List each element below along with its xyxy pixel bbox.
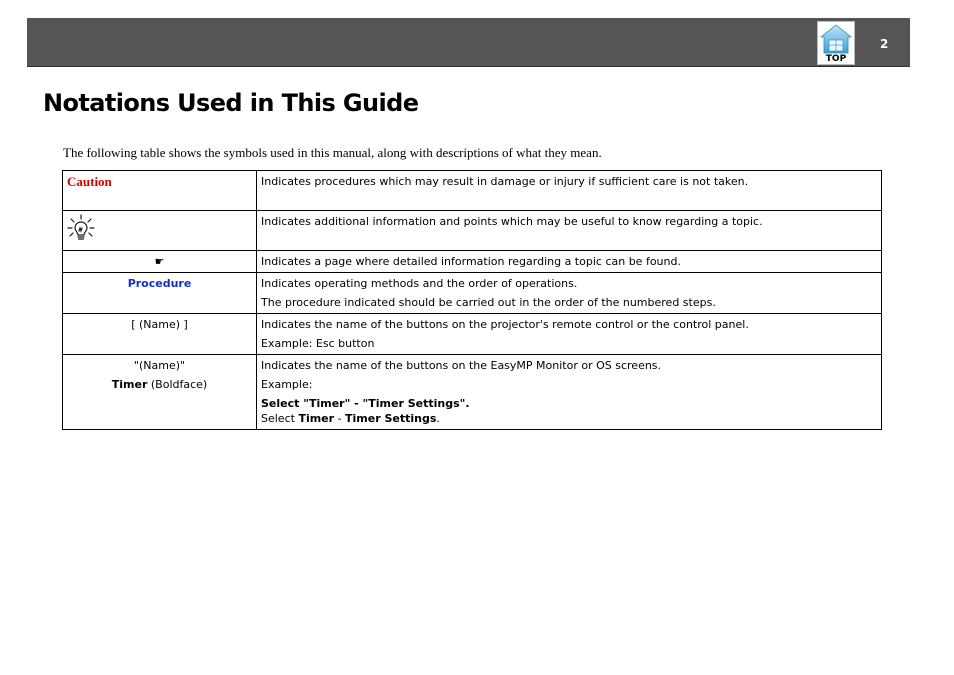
lightbulb-tip-icon <box>67 214 97 242</box>
page-number: 2 <box>880 37 889 51</box>
notation-table <box>62 170 882 430</box>
symbol-cell <box>63 251 257 273</box>
caution-label: Caution <box>67 174 112 189</box>
description-cell <box>257 251 882 273</box>
page-title: Notations Used in This Guide <box>43 89 419 117</box>
boldface-sample: Timer <box>111 378 148 391</box>
symbol-cell <box>63 355 257 430</box>
table-row <box>63 355 882 430</box>
top-button[interactable] <box>817 21 855 65</box>
reference-description: Indicates a page where detailed information regarding a topic can be found. <box>261 255 681 268</box>
top-button-label: TOP <box>825 54 847 64</box>
boldface-label <box>67 377 252 392</box>
procedure-description-2: The procedure indicated should be carried out in the order of the numbered steps. <box>261 296 716 309</box>
bracket-name-description: Indicates the name of the buttons on the projector's remote control or the control panel. <box>261 318 749 331</box>
description-cell <box>257 355 882 430</box>
bracket-name-label: [ (Name) ] <box>131 318 188 331</box>
quote-name-description: Indicates the name of the buttons on the EasyMP Monitor or OS screens. <box>261 359 662 372</box>
table-row <box>63 211 882 251</box>
tip-description: Indicates additional information and points which may be useful to know regarding a topic. <box>261 215 763 228</box>
description-cell <box>257 171 882 211</box>
bracket-name-example: Example: Esc button <box>261 337 375 350</box>
quote-name-label: "(Name)" <box>133 359 186 372</box>
symbol-cell <box>63 171 257 211</box>
table-row <box>63 171 882 211</box>
description-cell <box>257 314 882 355</box>
example-bold-settings: Timer Settings <box>345 412 437 425</box>
caution-description: Indicates procedures which may result in damage or injury if sufficient care is not taken. <box>261 175 749 188</box>
table-row <box>63 273 882 314</box>
boldface-note: (Boldface) <box>147 378 208 391</box>
description-cell <box>257 211 882 251</box>
example-separator: - <box>334 412 346 425</box>
procedure-label: Procedure <box>127 277 192 290</box>
symbol-cell <box>63 211 257 251</box>
header-bar <box>27 18 910 67</box>
symbol-cell <box>63 273 257 314</box>
hand-pointer-icon: ☛ <box>154 255 165 268</box>
procedure-description: Indicates operating methods and the order of operations. <box>261 277 578 290</box>
quote-name-example-2 <box>261 411 877 426</box>
intro-paragraph: The following table shows the symbols used in this manual, along with descriptions of what they mean. <box>63 145 602 160</box>
symbol-cell <box>63 314 257 355</box>
table-row <box>63 314 882 355</box>
example-period: . <box>436 412 440 425</box>
quote-name-example-label: Example: <box>261 378 313 391</box>
table-row <box>63 251 882 273</box>
quote-name-example-1: Select "Timer" - "Timer Settings". <box>261 397 470 410</box>
example-text: Select <box>261 412 299 425</box>
description-cell <box>257 273 882 314</box>
example-bold-timer: Timer <box>298 412 335 425</box>
